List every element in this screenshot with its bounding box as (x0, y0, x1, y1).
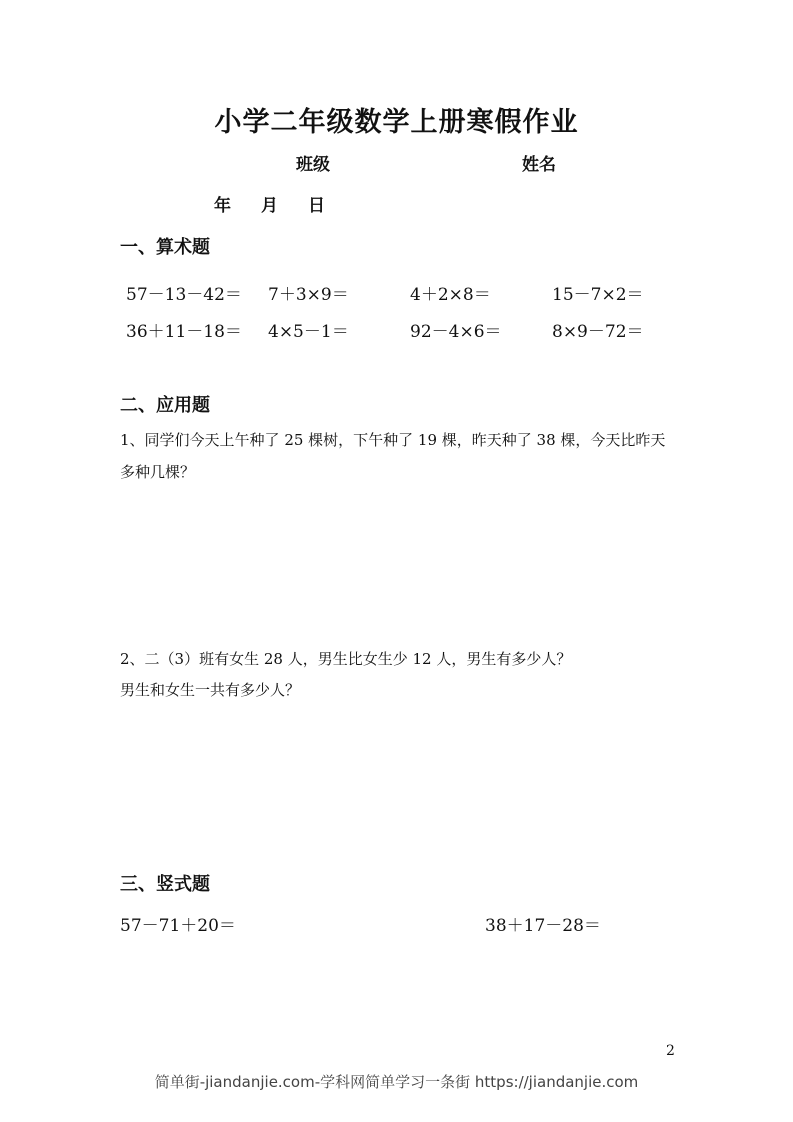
day-label: 日 (308, 196, 325, 216)
question-1-line-1: 1、同学们今天上午种了 25 棵树，下午种了 19 棵，昨天种了 38 棵，今天比昨天 (120, 431, 666, 449)
equation: 15－7×2＝ (552, 285, 644, 305)
section-heading-word-problems: 二、应用题 (120, 395, 210, 416)
equation: 4＋2×8＝ (410, 285, 491, 305)
page-title: 小学二年级数学上册寒假作业 (214, 107, 579, 138)
equation: 7＋3×9＝ (268, 285, 349, 305)
equation: 57－13－42＝ (126, 285, 242, 305)
page-number: 2 (666, 1043, 675, 1059)
equation: 57－71＋20＝ (120, 916, 236, 936)
name-label: 姓名 (522, 155, 556, 175)
section-heading-arithmetic: 一、算术题 (120, 237, 210, 258)
equation: 4×5－1＝ (268, 322, 349, 342)
equation: 38＋17－28＝ (485, 916, 601, 936)
equation: 92－4×6＝ (410, 322, 502, 342)
equation: 36＋11－18＝ (126, 322, 242, 342)
question-1-line-2: 多种几棵？ (120, 463, 196, 481)
section-heading-vertical: 三、竖式题 (120, 874, 210, 895)
footer-watermark: 简单街-jiandanjie.com-学科网简单学习一条街 https://jiandanjie.com (154, 1073, 639, 1091)
month-label: 月 (261, 196, 278, 216)
question-2-line-1: 2、二（3）班有女生 28 人，男生比女生少 12 人，男生有多少人？ (120, 650, 572, 668)
year-label: 年 (214, 196, 231, 216)
question-2-line-2: 男生和女生一共有多少人？ (120, 681, 301, 699)
equation: 8×9－72＝ (552, 322, 644, 342)
class-label: 班级 (296, 155, 330, 175)
